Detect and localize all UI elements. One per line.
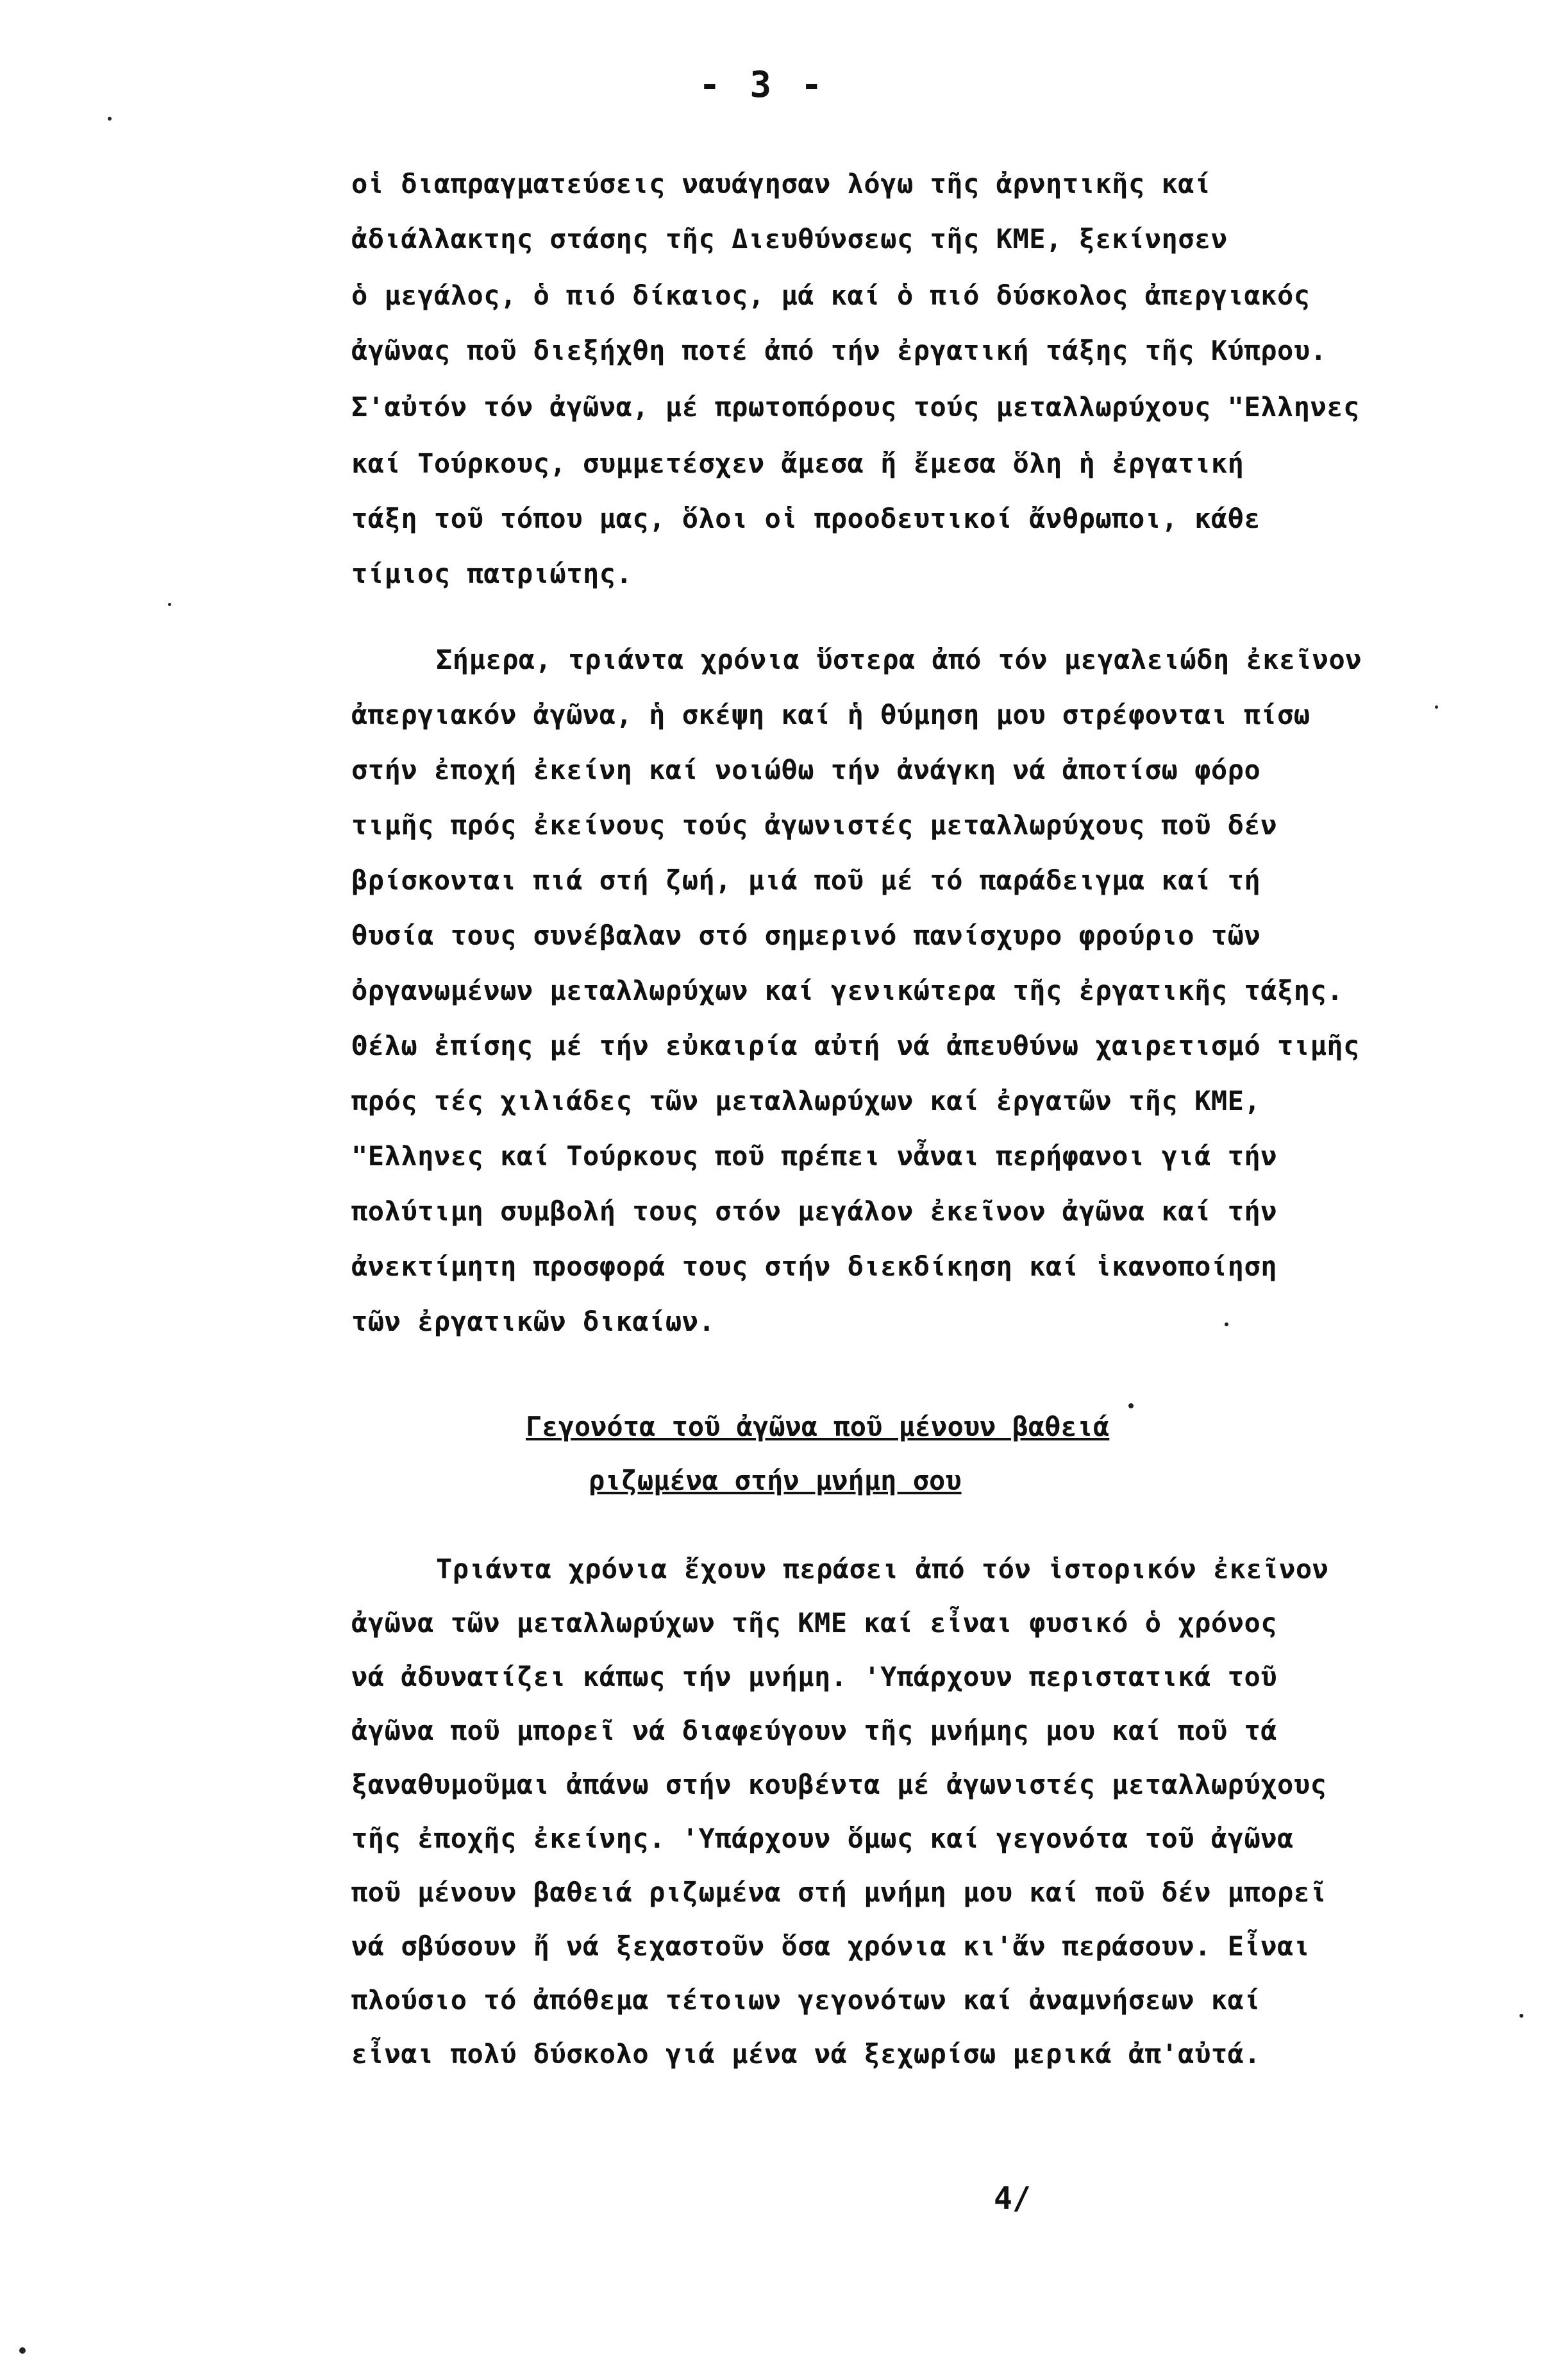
text-line: νά σβύσουν ἤ νά ξεχαστοῦν ὅσα χρόνια κι'ἄν περάσουν. Εἶναι [351, 1930, 1310, 1962]
page-number: - 3 - [699, 64, 826, 106]
text-line: βρίσκονται πιά στή ζωή, μιά ποῦ μέ τό παράδειγμα καί τή [351, 865, 1261, 896]
text-line: ἀγῶνα τῶν μεταλλωρύχων τῆς ΚΜΕ καί εἶναι φυσικό ὁ χρόνος [351, 1607, 1278, 1639]
text-line: "Ελληνες καί Τούρκους ποῦ πρέπει νἆναι περήφανοι γιά τήν [351, 1140, 1278, 1172]
scan-speck [108, 117, 112, 121]
text-line: Σ'αὐτόν τόν ἀγῶνα, μέ πρωτοπόρους τούς μεταλλωρύχους "Ελληνες [351, 391, 1360, 423]
text-line: πλούσιο τό ἀπόθεμα τέτοιων γεγονότων καί ἀναμνήσεων καί [351, 1984, 1261, 2016]
text-line: ἀγῶνας ποῦ διεξήχθη ποτέ ἀπό τήν ἐργατική τάξης τῆς Κύπρου. [351, 335, 1327, 366]
text-line: ὁ μεγάλος, ὁ πιό δίκαιος, μά καί ὁ πιό δύσκολος ἀπεργιακός [351, 280, 1310, 311]
scan-speck [1128, 1403, 1134, 1408]
text-line: τῆς ἐποχῆς ἐκείνης. 'Υπάρχουν ὅμως καί γεγονότα τοῦ ἀγῶνα [351, 1823, 1294, 1854]
text-line: ἀπεργιακόν ἀγῶνα, ἡ σκέψη καί ἡ θύμηση μου στρέφονται πίσω [351, 699, 1310, 730]
text-line: καί Τούρκους, συμμετέσχεν ἄμεσα ἤ ἔμεσα ὅλη ἡ ἐργατική [351, 448, 1244, 479]
text-line: ποῦ μένουν βαθειά ριζωμένα στή μνήμη μου καί ποῦ δέν μπορεῖ [351, 1877, 1327, 1908]
text-line: ἀδιάλλακτης στάσης τῆς Διευθύνσεως τῆς ΚΜΕ, ξεκίνησεν [351, 223, 1228, 255]
section-heading-line-2: ριζωμένα στήν μνήμη σου [589, 1465, 962, 1496]
scan-speck [19, 2347, 26, 2354]
scan-speck [1225, 1322, 1228, 1326]
scan-speck [168, 603, 171, 606]
scan-speck [1435, 705, 1438, 709]
text-line: θυσία τους συνέβαλαν στό σημερινό πανίσχυρο φρούριο τῶν [351, 920, 1261, 951]
text-line: ἀνεκτίμητη προσφορά τους στήν διεκδίκηση καί ἱκανοποίηση [351, 1251, 1278, 1282]
text-line: Σήμερα, τριάντα χρόνια ὕστερα ἀπό τόν μεγαλειώδη ἐκεῖνον [436, 644, 1362, 675]
section-heading-line-1: Γεγονότα τοῦ ἀγῶνα ποῦ μένουν βαθειά [526, 1411, 1110, 1442]
text-line: οἱ διαπραγματεύσεις ναυάγησαν λόγω τῆς ἀρνητικῆς καί [351, 168, 1211, 199]
text-line: ξαναθυμοῦμαι ἀπάνω στήν κουβέντα μέ ἀγωνιστές μεταλλωρύχους [351, 1769, 1327, 1800]
text-line: Τριάντα χρόνια ἔχουν περάσει ἀπό τόν ἱστορικόν ἐκεῖνον [436, 1553, 1329, 1585]
continuation-marker: 4/ [994, 2181, 1031, 2216]
text-line: τῶν ἐργατικῶν δικαίων. [351, 1306, 716, 1337]
text-line: ἀγῶνα ποῦ μπορεῖ νά διαφεύγουν τῆς μνήμης μου καί ποῦ τά [351, 1715, 1278, 1746]
text-line: Θέλω ἐπίσης μέ τήν εὐκαιρία αὐτή νά ἀπευθύνω χαιρετισμό τιμῆς [351, 1030, 1360, 1061]
text-line: ὀργανωμένων μεταλλωρύχων καί γενικώτερα τῆς ἐργατικῆς τάξης. [351, 975, 1344, 1006]
text-line: στήν ἐποχή ἐκείνη καί νοιώθω τήν ἀνάγκη νά ἀποτίσω φόρο [351, 754, 1261, 786]
text-line: τιμῆς πρός ἐκείνους τούς ἀγωνιστές μεταλλωρύχους ποῦ δέν [351, 809, 1278, 841]
text-line: νά ἀδυνατίζει κάπως τήν μνήμη. 'Υπάρχουν περιστατικά τοῦ [351, 1661, 1278, 1692]
text-line: πολύτιμη συμβολή τους στόν μεγάλον ἐκεῖνον ἀγῶνα καί τήν [351, 1195, 1278, 1227]
text-line: εἶναι πολύ δύσκολο γιά μένα νά ξεχωρίσω μερικά ἀπ'αὐτά. [351, 2038, 1261, 2070]
text-line: τάξη τοῦ τόπου μας, ὅλοι οἱ προοδευτικοί ἄνθρωποι, κάθε [351, 503, 1261, 534]
text-line: πρός τές χιλιάδες τῶν μεταλλωρύχων καί ἐργατῶν τῆς ΚΜΕ, [351, 1085, 1261, 1117]
text-line: τίμιος πατριώτης. [351, 558, 633, 589]
scan-speck [1520, 2014, 1523, 2018]
